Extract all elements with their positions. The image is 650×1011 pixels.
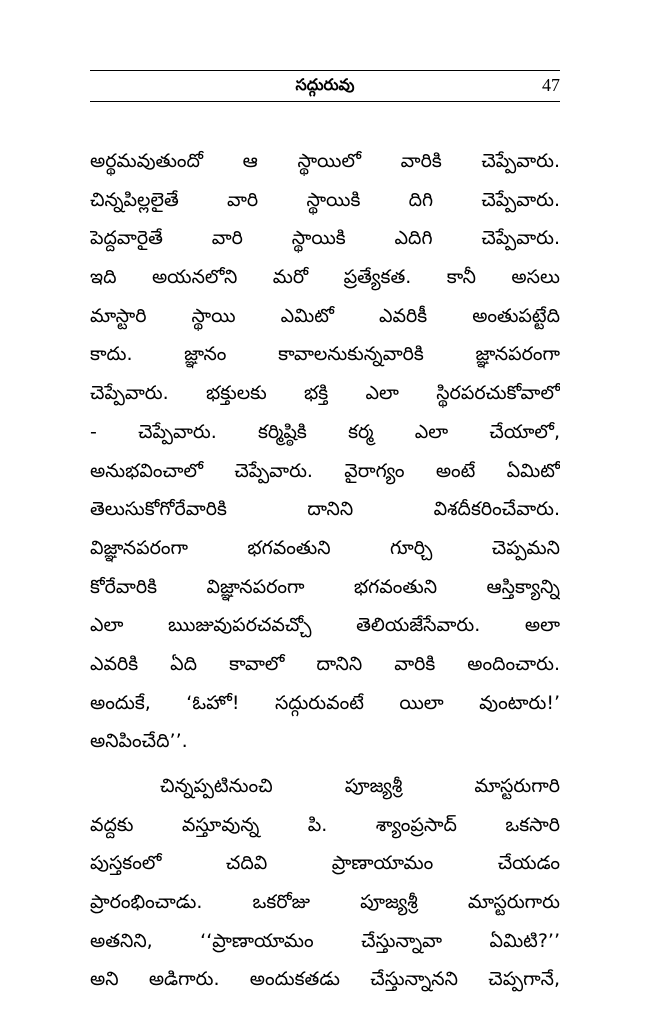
text-line: చెప్పేవారు. భక్తులకు భక్తి ఎలా స్థిరపరచుకోవాలో	[90, 382, 560, 405]
text-line: చిన్నప్పటినుంచి పూజ్యశ్రీ మాస్టరుగారి	[160, 775, 560, 797]
text-line: విజ్ఞానపరంగా భగవంతుని గూర్చి చెప్పమని	[90, 536, 560, 559]
text-line: వద్దకు వస్తూవున్న పి. శ్యాంప్రసాద్ ఒకసారి	[90, 813, 560, 836]
text-line: చిన్నపిల్లలైతే వారి స్థాయికి దిగి చెప్పేవారు.	[90, 188, 560, 211]
text-line: పెద్దవారైతే వారి స్థాయికి ఎదిగి చెప్పేవారు.	[90, 227, 560, 250]
page-header	[90, 70, 560, 102]
text-line: అనుభవించాలో చెప్పేవారు. వైరాగ్యం అంటే ఏమిటో	[90, 459, 560, 482]
text-line: పుస్తకంలో చదివి ప్రాణాయామం చేయడం	[90, 852, 560, 875]
text-line: కోరేవారికి విజ్ఞానపరంగా భగవంతుని ఆస్తిక్యాన్ని	[90, 575, 560, 598]
text-line: ఎలా ఋజువుపరచవచ్చో తెలియజేసేవారు. అలా	[90, 614, 560, 637]
paragraph	[90, 767, 560, 999]
text-line: అనిపించేది’’.	[90, 730, 188, 753]
text-line: మాస్టారి స్థాయి ఎమిటో ఎవరికీ అంతుపట్టేది	[90, 304, 560, 327]
text-line: తెలుసుకోగోరేవారికి దానిని విశదీకరించేవారు.	[90, 498, 560, 521]
text-line: అని అడిగారు. అందుకతడు చేస్తున్నానని చెప్పగానే,	[90, 968, 560, 991]
text-line: ఇది అయనలోని మరో ప్రత్యేకత. కానీ అసలు	[90, 266, 560, 289]
paragraph	[90, 142, 560, 761]
text-line: కాదు. జ్ఞానం కావాలనుకున్నవారికి జ్ఞానపరంగా	[90, 343, 560, 366]
text-line: ఎవరికి ఏది కావాలో దానిని వారికి అందించారు.	[90, 652, 560, 675]
text-line: అర్థమవుతుందో ఆ స్థాయిలో వారికి చెప్పేవారు.	[90, 150, 560, 172]
page-number: 47	[542, 75, 560, 95]
body-text	[90, 142, 560, 999]
running-title: సద్గురువు	[295, 75, 355, 94]
text-line: అతనిని, ‘‘ప్రాణాయామం చేస్తున్నావా ఏమిటి?’’	[90, 929, 560, 952]
text-line: ప్రారంభించాడు. ఒకరోజు పూజ్యశ్రీ మాస్టరుగారు	[90, 891, 560, 914]
text-line: - చెప్పేవారు. కర్మిష్ఠికి కర్మ ఎలా చేయాలో,	[90, 420, 560, 443]
text-line: అందుకే, ‘ఓహో! సద్గురువంటే యిలా వుంటారు!’	[90, 691, 560, 714]
